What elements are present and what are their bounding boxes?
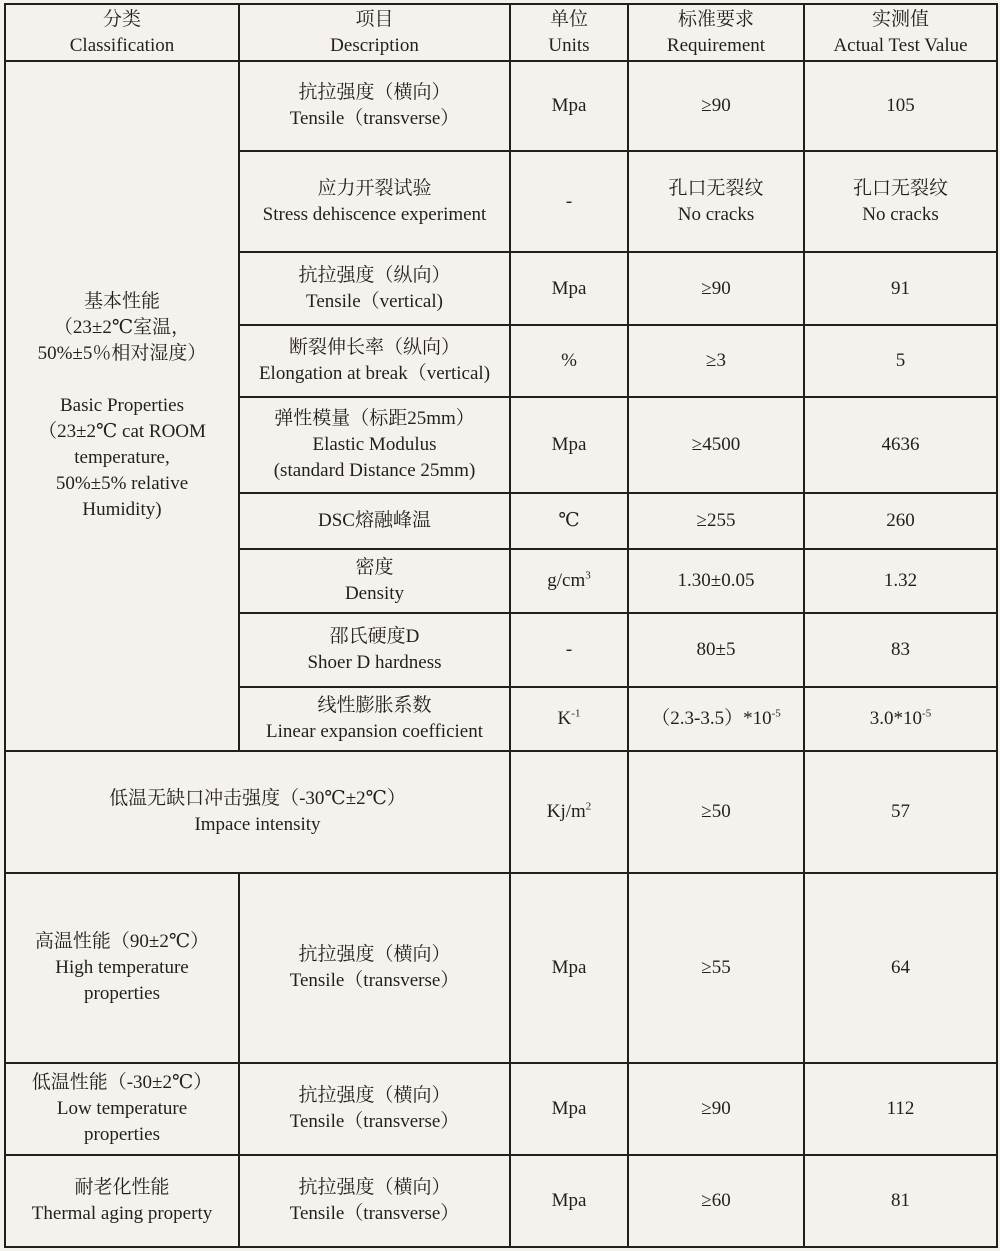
- unit-cell: Mpa: [510, 1063, 628, 1155]
- desc-cell: 弹性模量（标距25mm） Elastic Modulus (standard Distance 25mm): [239, 397, 510, 493]
- table-row: [5, 1063, 997, 1155]
- unit-cell: -: [510, 613, 628, 687]
- header-units: 单位 Units: [510, 4, 628, 61]
- properties-table: [4, 3, 998, 1248]
- value-cell: 105: [804, 61, 997, 151]
- desc-cell: 密度 Density: [239, 549, 510, 613]
- requirement-cell: ≥60: [628, 1155, 804, 1247]
- value-cell: 57: [804, 751, 997, 873]
- desc-cell: 线性膨胀系数 Linear expansion coefficient: [239, 687, 510, 751]
- value-cell: 81: [804, 1155, 997, 1247]
- requirement-cell: 80±5: [628, 613, 804, 687]
- table-row: [5, 873, 997, 1063]
- table-row: [5, 751, 997, 873]
- desc-cell: 抗拉强度（横向） Tensile（transverse）: [239, 873, 510, 1063]
- value-cell: 112: [804, 1063, 997, 1155]
- requirement-cell: ≥90: [628, 61, 804, 151]
- unit-cell: Mpa: [510, 1155, 628, 1247]
- header-description: 项目 Description: [239, 4, 510, 61]
- unit-cell: Mpa: [510, 252, 628, 325]
- unit-cell: -: [510, 151, 628, 252]
- desc-cell: 抗拉强度（纵向） Tensile（vertical): [239, 252, 510, 325]
- header-requirement: 标准要求 Requirement: [628, 4, 804, 61]
- category-high-temp: 高温性能（90±2℃） High temperature properties: [5, 873, 239, 1063]
- desc-cell: 应力开裂试验 Stress dehiscence experiment: [239, 151, 510, 252]
- unit-cell: $Kj/m^2$: [510, 751, 628, 873]
- unit-cell: Mpa: [510, 397, 628, 493]
- requirement-cell: $(2.3-3.5)*10^{-5}$: [628, 687, 804, 751]
- unit-cell: ℃: [510, 493, 628, 549]
- value-cell: 91: [804, 252, 997, 325]
- desc-cell: DSC熔融峰温: [239, 493, 510, 549]
- header-actual: 实测值 Actual Test Value: [804, 4, 997, 61]
- value-cell: 4636: [804, 397, 997, 493]
- unit-cell: $g/cm^3$: [510, 549, 628, 613]
- value-cell: 64: [804, 873, 997, 1063]
- header-classification: 分类 Classification: [5, 4, 239, 61]
- unit-cell: Mpa: [510, 873, 628, 1063]
- value-cell: $3.0*10^{-5}$: [804, 687, 997, 751]
- requirement-cell: ≥4500: [628, 397, 804, 493]
- requirement-cell: 孔口无裂纹 No cracks: [628, 151, 804, 252]
- desc-cell: 抗拉强度（横向） Tensile（transverse）: [239, 61, 510, 151]
- table-row: [5, 61, 997, 151]
- desc-cell: 断裂伸长率（纵向） Elongation at break（vertical): [239, 325, 510, 397]
- desc-cell: 邵氏硬度D Shoer D hardness: [239, 613, 510, 687]
- requirement-cell: 1.30±0.05: [628, 549, 804, 613]
- category-aging: 耐老化性能 Thermal aging property: [5, 1155, 239, 1247]
- unit-cell: $K^{-1}$: [510, 687, 628, 751]
- category-basic: 基本性能 （23±2℃室温， 50%±5％相对湿度） Basic Properties （23±2℃ cat ROOM temperature, 50%±5% relative Humidity): [5, 61, 239, 751]
- value-cell: 83: [804, 613, 997, 687]
- desc-cell-impact: 低温无缺口冲击强度（-30℃±2℃） Impace intensity: [5, 751, 510, 873]
- desc-cell: 抗拉强度（横向） Tensile（transverse）: [239, 1155, 510, 1247]
- requirement-cell: ≥90: [628, 252, 804, 325]
- requirement-cell: ≥55: [628, 873, 804, 1063]
- header-row: [5, 4, 997, 61]
- value-cell: 孔口无裂纹 No cracks: [804, 151, 997, 252]
- value-cell: 5: [804, 325, 997, 397]
- requirement-cell: ≥3: [628, 325, 804, 397]
- requirement-cell: ≥90: [628, 1063, 804, 1155]
- table-row: [5, 1155, 997, 1247]
- value-cell: 1.32: [804, 549, 997, 613]
- unit-cell: Mpa: [510, 61, 628, 151]
- requirement-cell: ≥50: [628, 751, 804, 873]
- requirement-cell: ≥255: [628, 493, 804, 549]
- desc-cell: 抗拉强度（横向） Tensile（transverse）: [239, 1063, 510, 1155]
- category-low-temp: 低温性能（-30±2℃） Low temperature properties: [5, 1063, 239, 1155]
- unit-cell: %: [510, 325, 628, 397]
- value-cell: 260: [804, 493, 997, 549]
